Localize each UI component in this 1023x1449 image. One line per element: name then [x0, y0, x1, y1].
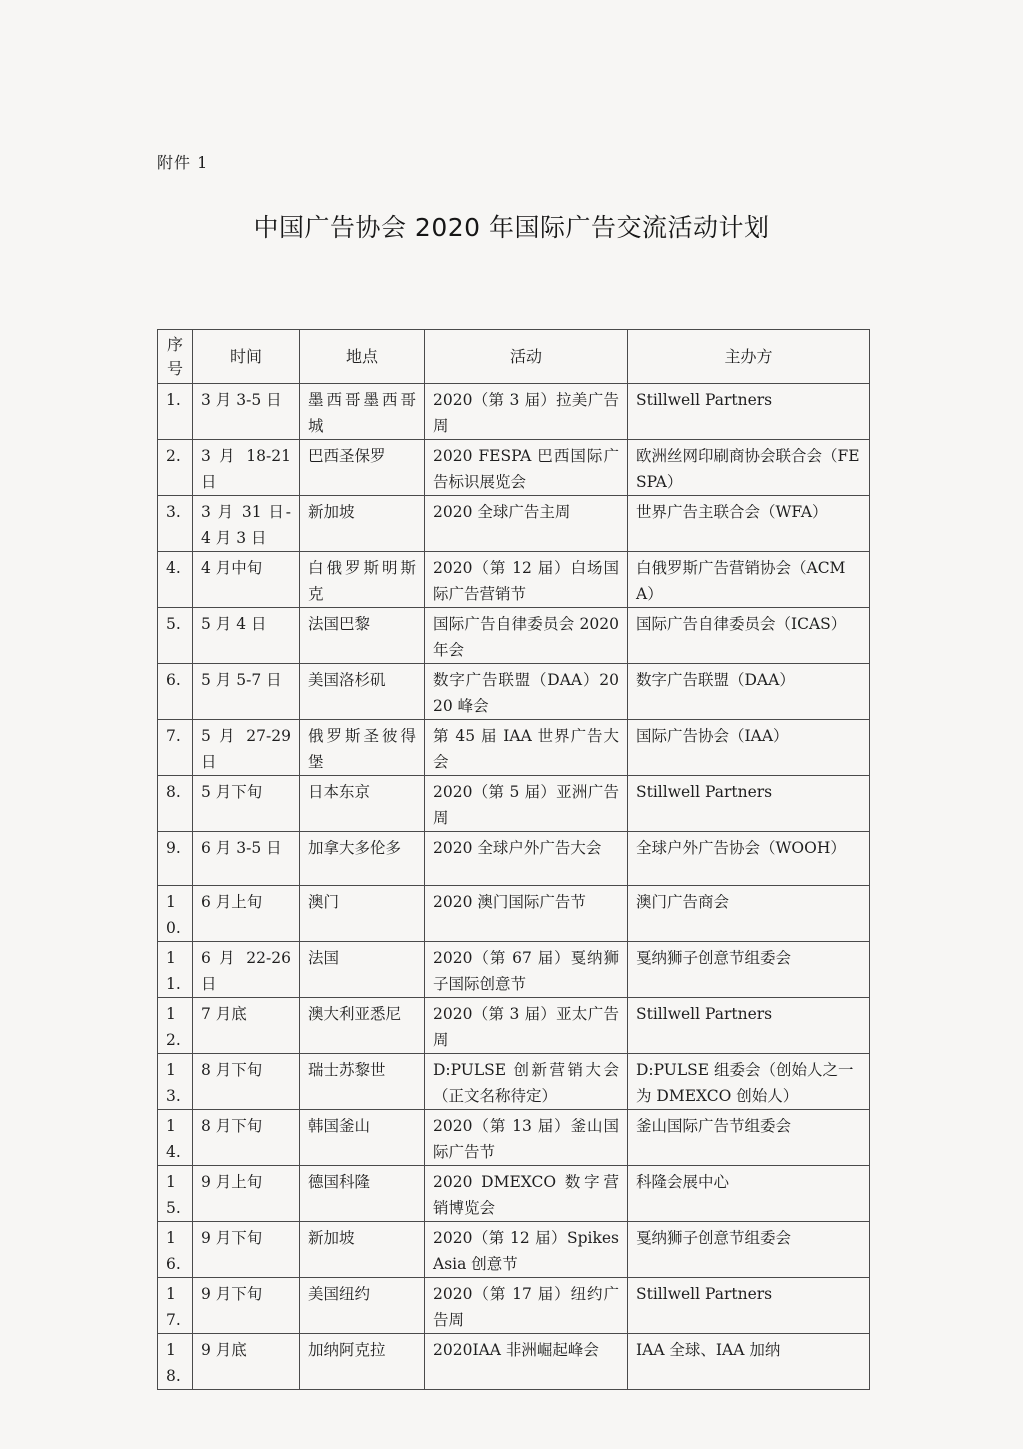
- cell-seq: 12.: [158, 998, 193, 1054]
- cell-organizer: 全球户外广告协会（WOOH）: [628, 832, 870, 886]
- cell-time: 9 月下旬: [193, 1278, 300, 1334]
- cell-time: 4 月中旬: [193, 552, 300, 608]
- cell-time: 8 月下旬: [193, 1110, 300, 1166]
- cell-seq: 2.: [158, 440, 193, 496]
- cell-activity: 第 45 届 IAA 世界广告大会: [425, 720, 628, 776]
- cell-seq: 7.: [158, 720, 193, 776]
- table-row: [158, 998, 870, 1054]
- table-row: [158, 720, 870, 776]
- table-row: [158, 384, 870, 440]
- cell-activity: 2020（第 12 届）Spikes Asia 创意节: [425, 1222, 628, 1278]
- cell-time: 9 月上旬: [193, 1166, 300, 1222]
- cell-organizer: 白俄罗斯广告营销协会（ACMA）: [628, 552, 870, 608]
- cell-organizer: Stillwell Partners: [628, 1278, 870, 1334]
- cell-activity: 国际广告自律委员会 2020 年会: [425, 608, 628, 664]
- cell-activity: 2020 FESPA 巴西国际广告标识展览会: [425, 440, 628, 496]
- table-row: [158, 496, 870, 552]
- cell-place: 韩国釜山: [300, 1110, 425, 1166]
- cell-place: 巴西圣保罗: [300, 440, 425, 496]
- cell-seq: 14.: [158, 1110, 193, 1166]
- header-seq: 序号: [158, 330, 193, 384]
- cell-place: 德国科隆: [300, 1166, 425, 1222]
- cell-activity: 2020（第 67 届）戛纳狮子国际创意节: [425, 942, 628, 998]
- cell-place: 俄罗斯圣彼得堡: [300, 720, 425, 776]
- cell-seq: 9.: [158, 832, 193, 886]
- cell-organizer: 国际广告协会（IAA）: [628, 720, 870, 776]
- table-row: [158, 552, 870, 608]
- cell-place: 日本东京: [300, 776, 425, 832]
- cell-seq: 11.: [158, 942, 193, 998]
- cell-time: 7 月底: [193, 998, 300, 1054]
- cell-organizer: 国际广告自律委员会（ICAS）: [628, 608, 870, 664]
- cell-organizer: Stillwell Partners: [628, 998, 870, 1054]
- cell-organizer: 釜山国际广告节组委会: [628, 1110, 870, 1166]
- cell-activity: 2020（第 12 届）白场国际广告营销节: [425, 552, 628, 608]
- cell-organizer: 世界广告主联合会（WFA）: [628, 496, 870, 552]
- table-row: [158, 440, 870, 496]
- table-row: [158, 1110, 870, 1166]
- cell-place: 瑞士苏黎世: [300, 1054, 425, 1110]
- cell-activity: 2020 澳门国际广告节: [425, 886, 628, 942]
- cell-place: 加纳阿克拉: [300, 1334, 425, 1390]
- table-row: [158, 776, 870, 832]
- cell-time: 3 月 18-21 日: [193, 440, 300, 496]
- cell-place: 美国纽约: [300, 1278, 425, 1334]
- cell-place: 法国: [300, 942, 425, 998]
- cell-seq: 13.: [158, 1054, 193, 1110]
- cell-activity: 2020（第 17 届）纽约广告周: [425, 1278, 628, 1334]
- cell-time: 5 月 5-7 日: [193, 664, 300, 720]
- cell-time: 6 月 3-5 日: [193, 832, 300, 886]
- cell-place: 澳大利亚悉尼: [300, 998, 425, 1054]
- header-organizer: 主办方: [628, 330, 870, 384]
- cell-activity: 2020IAA 非洲崛起峰会: [425, 1334, 628, 1390]
- cell-time: 5 月 27-29 日: [193, 720, 300, 776]
- cell-place: 美国洛杉矶: [300, 664, 425, 720]
- cell-seq: 6.: [158, 664, 193, 720]
- cell-activity: 2020（第 3 届）亚太广告周: [425, 998, 628, 1054]
- cell-seq: 18.: [158, 1334, 193, 1390]
- cell-activity: 2020 DMEXCO 数字营销博览会: [425, 1166, 628, 1222]
- cell-activity: 2020（第 13 届）釜山国际广告节: [425, 1110, 628, 1166]
- table-row: [158, 832, 870, 886]
- cell-place: 墨西哥墨西哥城: [300, 384, 425, 440]
- cell-time: 8 月下旬: [193, 1054, 300, 1110]
- cell-time: 6 月上旬: [193, 886, 300, 942]
- header-activity: 活动: [425, 330, 628, 384]
- cell-activity: 数字广告联盟（DAA）2020 峰会: [425, 664, 628, 720]
- table-row: [158, 1166, 870, 1222]
- cell-seq: 10.: [158, 886, 193, 942]
- cell-activity: 2020（第 3 届）拉美广告周: [425, 384, 628, 440]
- activity-plan-table: [157, 329, 870, 1390]
- cell-place: 白俄罗斯明斯克: [300, 552, 425, 608]
- cell-organizer: Stillwell Partners: [628, 384, 870, 440]
- cell-organizer: Stillwell Partners: [628, 776, 870, 832]
- cell-seq: 4.: [158, 552, 193, 608]
- cell-seq: 5.: [158, 608, 193, 664]
- cell-activity: 2020（第 5 届）亚洲广告周: [425, 776, 628, 832]
- cell-seq: 8.: [158, 776, 193, 832]
- cell-seq: 1.: [158, 384, 193, 440]
- cell-activity: 2020 全球户外广告大会: [425, 832, 628, 886]
- annex-label: 附件 1: [157, 153, 209, 172]
- cell-organizer: 科隆会展中心: [628, 1166, 870, 1222]
- cell-organizer: 戛纳狮子创意节组委会: [628, 942, 870, 998]
- cell-organizer: D:PULSE 组委会（创始人之一为 DMEXCO 创始人）: [628, 1054, 870, 1110]
- table-row: [158, 886, 870, 942]
- table-row: [158, 608, 870, 664]
- cell-activity: 2020 全球广告主周: [425, 496, 628, 552]
- cell-organizer: IAA 全球、IAA 加纳: [628, 1334, 870, 1390]
- table-row: [158, 1334, 870, 1390]
- page-title: 中国广告协会 2020 年国际广告交流活动计划: [253, 213, 770, 242]
- cell-seq: 16.: [158, 1222, 193, 1278]
- table-row: [158, 1222, 870, 1278]
- cell-time: 3 月 3-5 日: [193, 384, 300, 440]
- cell-organizer: 澳门广告商会: [628, 886, 870, 942]
- cell-organizer: 戛纳狮子创意节组委会: [628, 1222, 870, 1278]
- cell-seq: 17.: [158, 1278, 193, 1334]
- cell-time: 6 月 22-26 日: [193, 942, 300, 998]
- cell-time: 3 月 31 日-4 月 3 日: [193, 496, 300, 552]
- table-row: [158, 942, 870, 998]
- cell-seq: 3.: [158, 496, 193, 552]
- cell-place: 法国巴黎: [300, 608, 425, 664]
- cell-time: 9 月底: [193, 1334, 300, 1390]
- table-row: [158, 1054, 870, 1110]
- header-place: 地点: [300, 330, 425, 384]
- table-row: [158, 664, 870, 720]
- cell-place: 新加坡: [300, 496, 425, 552]
- header-time: 时间: [193, 330, 300, 384]
- cell-place: 澳门: [300, 886, 425, 942]
- cell-time: 5 月 4 日: [193, 608, 300, 664]
- cell-place: 新加坡: [300, 1222, 425, 1278]
- cell-organizer: 数字广告联盟（DAA）: [628, 664, 870, 720]
- cell-time: 9 月下旬: [193, 1222, 300, 1278]
- table-row: [158, 1278, 870, 1334]
- cell-activity: D:PULSE 创新营销大会（正文名称待定）: [425, 1054, 628, 1110]
- cell-seq: 15.: [158, 1166, 193, 1222]
- cell-organizer: 欧洲丝网印刷商协会联合会（FESPA）: [628, 440, 870, 496]
- table-header-row: [158, 330, 870, 384]
- cell-time: 5 月下旬: [193, 776, 300, 832]
- cell-place: 加拿大多伦多: [300, 832, 425, 886]
